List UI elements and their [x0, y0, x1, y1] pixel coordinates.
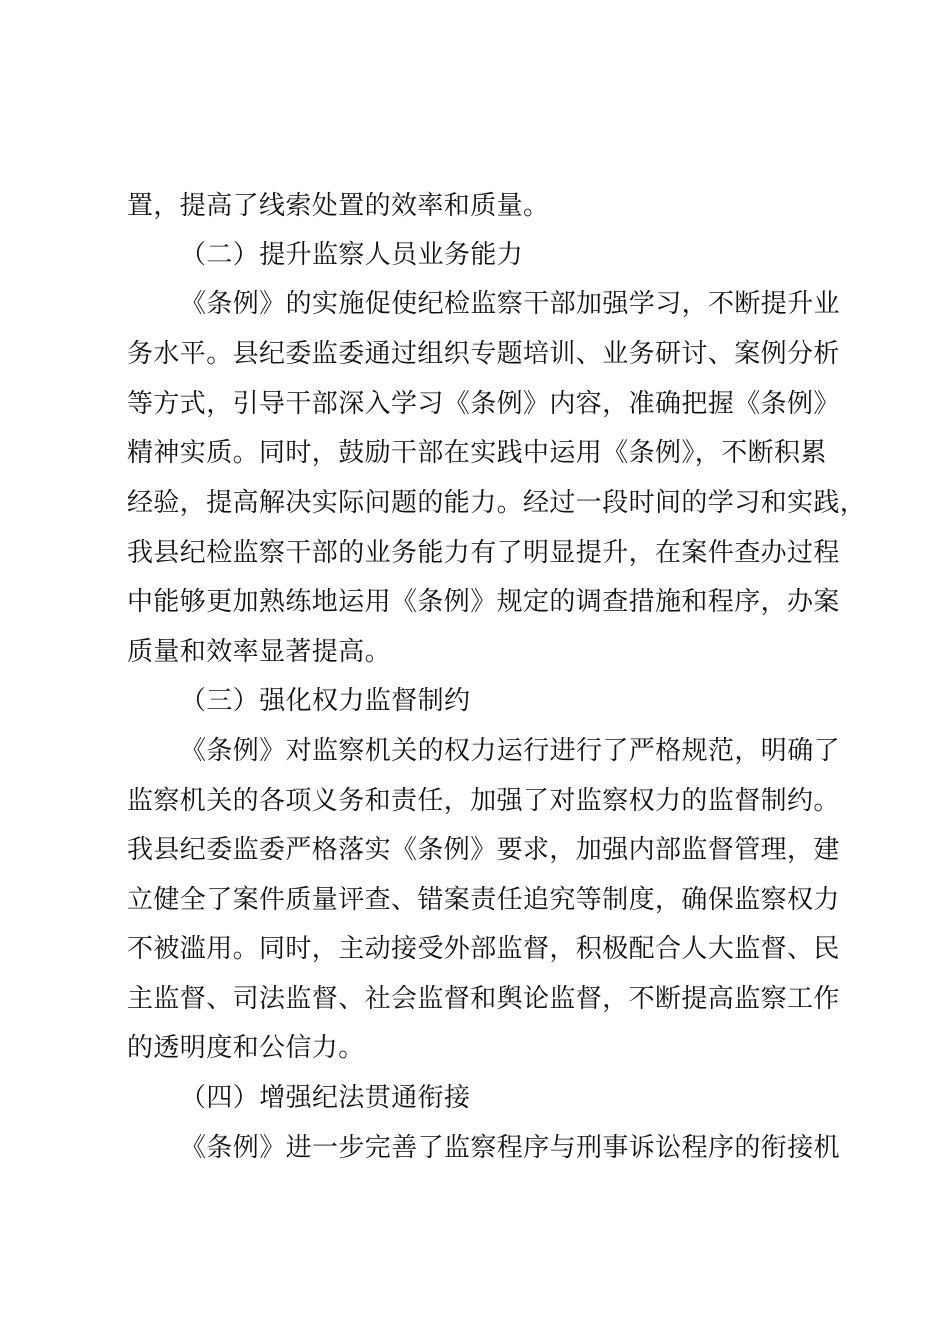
- paragraph-line: 质量和效率显著提高。: [127, 637, 392, 667]
- paragraph-line: 主监督、司法监督、社会监督和舆论监督，不断提高监察工作: [127, 984, 840, 1014]
- paragraph-line: 务水平。县纪委监委通过组织专题培训、业务研讨、案例分析: [127, 339, 840, 369]
- paragraph-line: 监察机关的各项义务和责任，加强了对监察权力的监督制约。: [127, 786, 840, 816]
- paragraph-line: 置，提高了线索处置的效率和质量。: [127, 191, 550, 221]
- section-heading: （三）强化权力监督制约: [180, 686, 471, 716]
- paragraph-line: 不被滥用。同时，主动接受外部监督，积极配合人大监督、民: [127, 934, 840, 964]
- section-heading: （二）提升监察人员业务能力: [180, 240, 524, 270]
- paragraph-line: 我县纪委监委严格落实《条例》要求，加强内部监督管理，建: [127, 835, 840, 865]
- paragraph-line: 《条例》对监察机关的权力运行进行了严格规范，明确了: [180, 736, 841, 766]
- paragraph-line: 立健全了案件质量评查、错案责任追究等制度，确保监察权力: [127, 885, 840, 915]
- section-heading: （四）增强纪法贯通衔接: [180, 1083, 471, 1113]
- paragraph-line: 经验，提高解决实际问题的能力。经过一段时间的学习和实践，: [127, 488, 867, 518]
- paragraph-line: 的透明度和公信力。: [127, 1033, 365, 1063]
- paragraph-line: 我县纪检监察干部的业务能力有了明显提升，在案件查办过程: [127, 538, 840, 568]
- paragraph-line: 《条例》进一步完善了监察程序与刑事诉讼程序的衔接机: [180, 1133, 841, 1163]
- paragraph-line: 《条例》的实施促使纪检监察干部加强学习，不断提升业: [180, 289, 841, 319]
- paragraph-line: 等方式，引导干部深入学习《条例》内容，准确把握《条例》: [127, 389, 840, 419]
- paragraph-line: 精神实质。同时，鼓励干部在实践中运用《条例》，不断积累: [127, 438, 827, 468]
- paragraph-line: 中能够更加熟练地运用《条例》规定的调查措施和程序，办案: [127, 587, 840, 617]
